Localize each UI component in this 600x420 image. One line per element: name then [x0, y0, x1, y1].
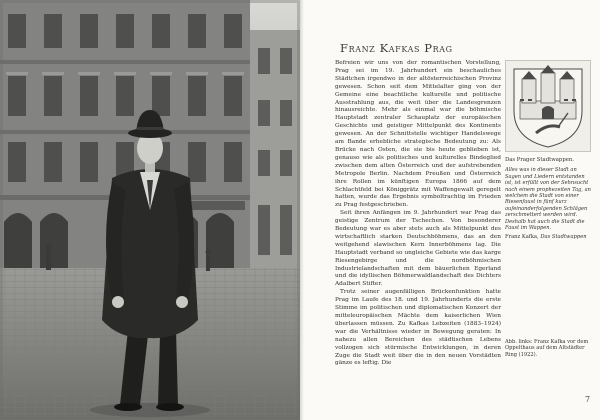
attribution-author: Franz Kafka,	[505, 234, 539, 241]
prague-coat-of-arms	[505, 60, 591, 152]
page-number: 7	[585, 395, 591, 404]
paragraph: Trotz seiner augenfälligen Brückenfunktion hatte Prag im Laufe des 18. und 19. Jahrhunderts die erste Stimme im politischen und diplomatischen Konzert der mitteleuropäischen Mächte dem kaiserlichen Wien überlassen müssen. Zu Kafkas Lebzeiten (1883–1924) war die Verhältnisse wieder in Bewegung geraten: In nahezu allen Bereichen des städtischen Lebens vollzogen sich stürmische Entwicklungen, in deren Zuge die Stadt weit über die in den neuen Vorstädten gänze es leftig. Die	[335, 289, 501, 367]
photo-caption: Abb. links: Franz Kafka vor dem Oppelthaus auf dem Altstädter Ring (1922).	[505, 338, 589, 358]
crest-caption: Das Prager Stadtwappen.	[505, 157, 574, 163]
kafka-quote: Alles was in dieser Stadt an Sagen und Liedern entstanden ist, ist erfüllt von der Sehnsucht nach einem prophezeiten Tag, an welchem die Stadt von einer Riesenfaust in fünf kurz aufeinanderfolgenden Schlägen zerschmettert werden wird. Deshalb hat auch die Stadt die Faust im Wappen.	[505, 167, 591, 232]
right-page	[304, 0, 600, 420]
chapter-title: Franz Kafkas Prag	[340, 41, 453, 55]
margin-sidebar	[505, 60, 592, 358]
attribution-work: Das Stadtwappen	[540, 234, 587, 241]
paragraph: Befreien wir uns von der romantischen Vorstellung, Prag sei im 19. Jahrhundert ein beschauliches Städtchen irgendwo in der altösterreichischen Provinz gewesen. Schon seit dem Mittelalter ging von der Gemeine eine beachtliche kulturelle und politische Ausstrahlung aus, die weit über die Landesgrenzen hinausreichte. Mehr als einmal war die böhmische Hauptstadt zentraler Schauplatz der europäischen Geschichte und geistiger Mittelpunkt des Kontinents gewesen. An der Schnittstelle wichtiger Handelswege am Bande erhebliche strategische Bedeutung zu: Als Brücke nach Osten, die sie bis heute geblieben ist, genauso wie als politisches und kulturelles Bindeglied zwischen dem alten Österreich und der aufstrebenden Metropole Berlin. Nachdem Preußen und Österreich ihre Rollen im künftigen Europa 1866 auf dem Schlachtfeld bei Königgrätz mit Waffengewalt geregelt hatten, wurde das Ergebnis symboltrachtig im Frieden zu Prag festgeschrieben.	[335, 60, 501, 209]
paragraph: Seit ihren Anfängen im 9. Jahrhundert war Prag das geistige Zentrum der Tschechen. Von besonderer Bedeutung war es aber stets auch als Mittelpunkt des wirtschaftlich starken Deutschböhmens, das an den weitgehend slawischen Kern Innerböhmens lag. Die Hauptstadt verband so ungleiche Gebiete wie das karge Riesengebirge und die nordböhmischen Industrielandschaften mit dem bäuerlichen Egerland und die idyllischen Böhmerwaldlandschaft des Dichters Adalbert Stifter.	[335, 210, 501, 288]
coat-of-arms-icon	[506, 61, 590, 151]
quote-attribution	[505, 234, 592, 240]
body-text	[335, 60, 501, 368]
